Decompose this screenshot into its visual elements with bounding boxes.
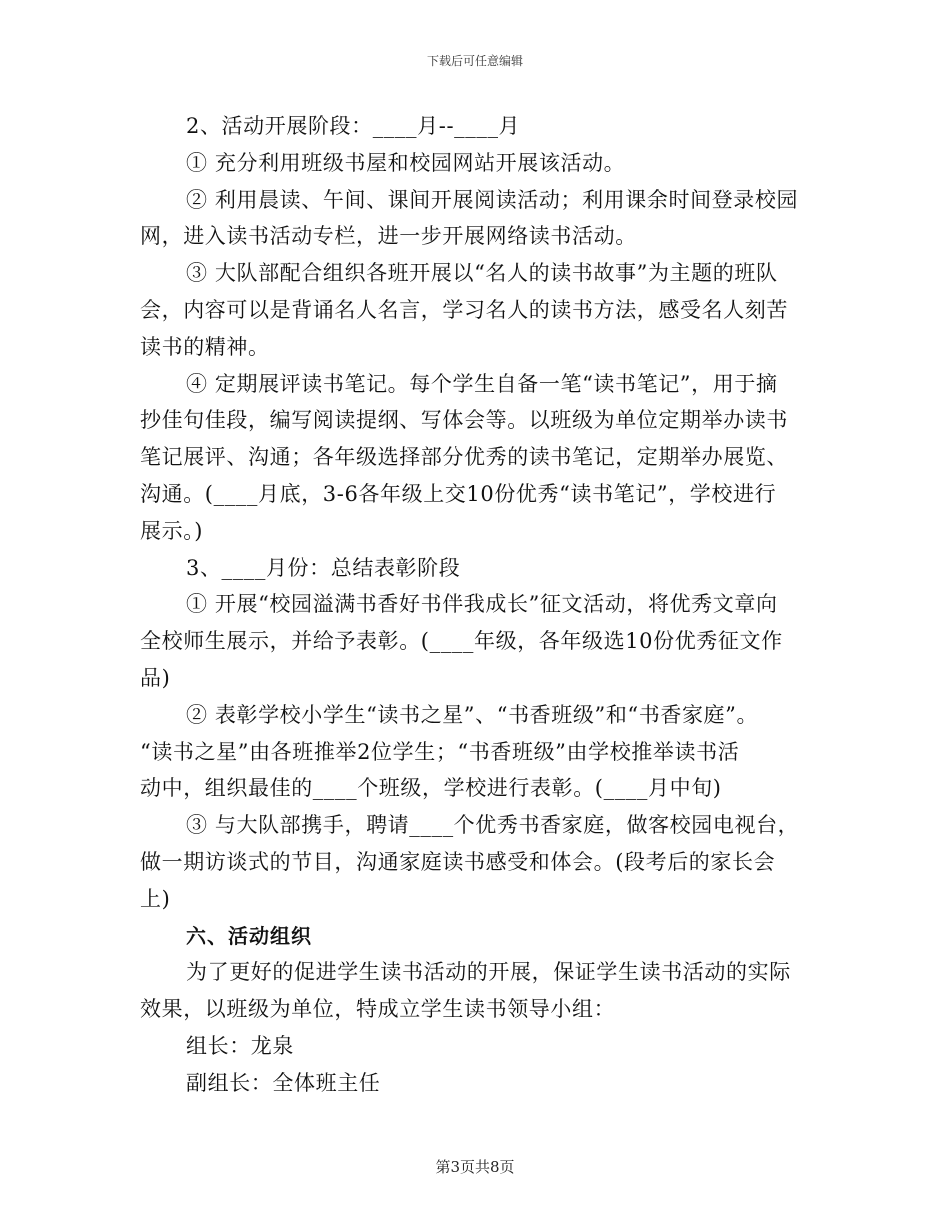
text-line: 动中，组织最佳的____个班级，学校进行表彰。(____月中旬) [140,776,722,801]
text-line: ① 充分利用班级书屋和校园网站开展该活动。 [186,150,626,175]
document-body [140,108,812,1102]
text-line: 为了更好的促进学生读书活动的开展，保证学生读书活动的实际 [186,960,791,985]
text-line: ③ 大队部配合组织各班开展以“名人的读书故事”为主题的班队 [186,261,778,286]
text-line: 笔记展评、沟通；各年级选择部分优秀的读书笔记，定期举办展览、 [140,445,788,470]
text-line: 读书的精神。 [140,334,270,359]
text-line: 上) [140,886,171,911]
text-line: ③ 与大队部携手，聘请____个优秀书香家庭，做客校园电视台， [186,813,800,838]
text-line: 做一期访谈式的节目，沟通家庭读书感受和体会。(段考后的家长会 [140,849,776,874]
section-heading: 3、____月份：总结表彰阶段 [186,555,461,580]
text-line: ② 利用晨读、午间、课间开展阅读活动；利用课余时间登录校园 [186,187,799,212]
text-line: 网，进入读书活动专栏，进一步开展网络读书活动。 [140,224,637,249]
text-line: 抄佳句佳段，编写阅读提纲、写体会等。以班级为单位定期举办读书 [140,408,788,433]
text-line: 会，内容可以是背诵名人名言，学习名人的读书方法，感受名人刻苦 [140,297,788,322]
text-line: 2、活动开展阶段：____月--____月 [186,114,521,138]
text-line: ① 开展“校园溢满书香好书伴我成长”征文活动，将优秀文章向 [186,592,778,617]
text-line: 全校师生展示，并给予表彰。(____年级，各年级选10份优秀征文作 [140,629,783,654]
text-line: 副组长：全体班主任 [186,1070,381,1095]
section-heading: 六、活动组织 [186,923,312,948]
text-line: 组长：龙泉 [186,1033,294,1058]
text-line: 展示。) [140,518,204,543]
text-line: 品) [140,665,171,690]
page-footer: 第3页共8页 [435,1158,515,1176]
text-line: ④ 定期展评读书笔记。每个学生自备一笔“读书笔记”，用于摘 [186,371,778,396]
text-line: ② 表彰学校小学生“读书之星”、“书香班级”和“书香家庭”。 [186,702,759,727]
text-line: 效果，以班级为单位，特成立学生读书领导小组： [140,997,616,1022]
page-header: 下载后可任意编辑 [426,54,523,68]
text-line: “读书之星”由各班推举2位学生；“书香班级”由学校推举读书活 [140,739,740,764]
text-line: 沟通。(____月底，3-6各年级上交10份优秀“读书笔记”，学校进行 [140,481,777,506]
